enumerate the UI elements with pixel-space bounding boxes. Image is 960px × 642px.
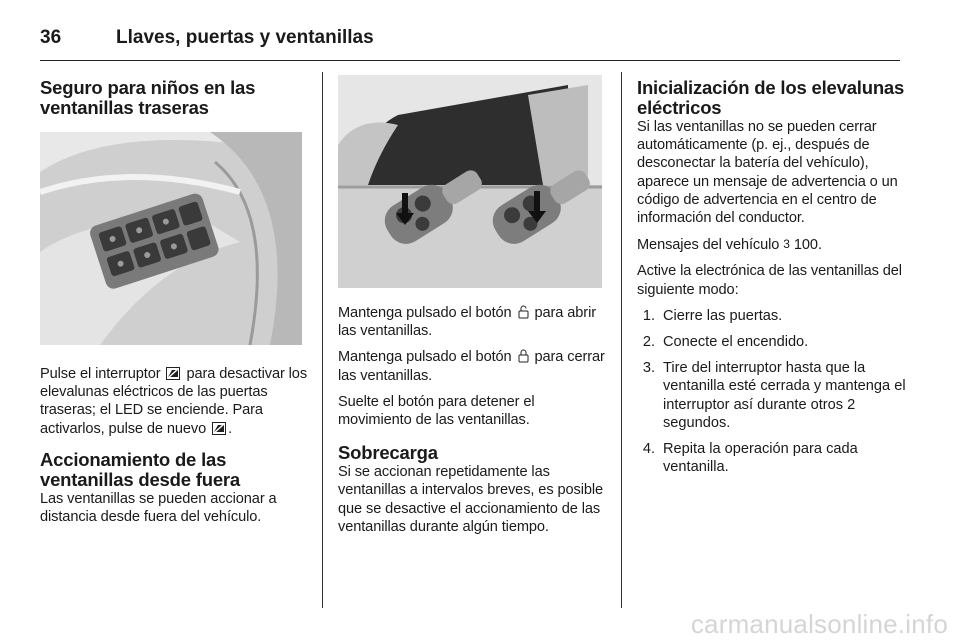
paragraph-vehicle-messages: Mensajes del vehículo 3 100. — [637, 237, 822, 254]
figure-remote-keys — [338, 75, 602, 288]
list-item: 4. Repita la operación para cada ventanilla. — [642, 441, 858, 476]
child-lock-window-icon — [166, 367, 180, 380]
column-3 — [637, 72, 907, 484]
header-rule — [40, 60, 900, 61]
paragraph-remote-windows: Las ventanillas se pueden accionar a distancia desde fuera del vehículo. — [40, 490, 277, 526]
watermark: carmanualsonline.info — [690, 609, 948, 639]
paragraph-stop-windows: Suelte el botón para detener el movimiento de las ventanillas. — [338, 393, 535, 429]
section-heading-overload: Sobrecarga — [338, 442, 438, 464]
paragraph-initialization: Si las ventanillas no se pueden cerrar automáticamente (p. ej., después de desconectar la batería del vehículo), aparece un mensaje de advertencia o un código de advertencia en el centro de información del conductor. — [637, 119, 898, 227]
section-heading-remote-windows: Accionamiento de las ventanillas desde fuera — [40, 448, 241, 490]
page-number: 36 — [40, 27, 62, 48]
list-item: 1. Cierre las puertas. — [642, 307, 783, 324]
column-divider-2 — [621, 72, 622, 608]
list-item: 2. Conecte el encendido. — [642, 334, 809, 351]
lock-icon — [518, 349, 529, 363]
unlock-icon — [518, 305, 529, 319]
page-reference-arrow-icon: 3 — [783, 237, 790, 252]
section-heading-child-lock: Seguro para niños en las ventanillas traseras — [40, 77, 256, 118]
steps-list — [637, 307, 907, 477]
door-switch-illustration — [40, 132, 302, 345]
figure-door-switches — [40, 132, 302, 345]
remote-key-illustration — [338, 75, 602, 288]
paragraph-child-lock: Pulse el interruptor para desactivar los elevalunas eléctricos de las puertas traseras; el LED se enciende. Para activarlos, pulse de nuevo . — [40, 366, 308, 437]
paragraph-activate: Active la electrónica de las ventanillas del siguiente modo: — [637, 263, 902, 298]
paragraph-overload: Si se accionan repetidamente las ventanillas a intervalos breves, es posible que se desactive el accionamiento de las ventanillas durante algún tiempo. — [338, 464, 604, 535]
chapter-title: Llaves, puertas y ventanillas — [116, 27, 374, 48]
page-header — [40, 18, 920, 58]
list-item: 3. Tire del interruptor hasta que la ventanilla esté cerrada y mantenga el interruptor así durante otros 2 segundos. — [642, 360, 906, 431]
column-2 — [338, 72, 606, 544]
paragraph-open-windows: Mantenga pulsado el botón para abrir las ventanillas. — [338, 305, 596, 340]
paragraph-close-windows: Mantenga pulsado el botón para cerrar las ventanillas. — [338, 349, 605, 384]
column-divider-1 — [322, 72, 323, 608]
column-1 — [40, 72, 308, 534]
child-lock-window-icon — [212, 422, 226, 435]
section-heading-initialization: Inicialización de los elevalunas eléctricos — [637, 77, 905, 118]
